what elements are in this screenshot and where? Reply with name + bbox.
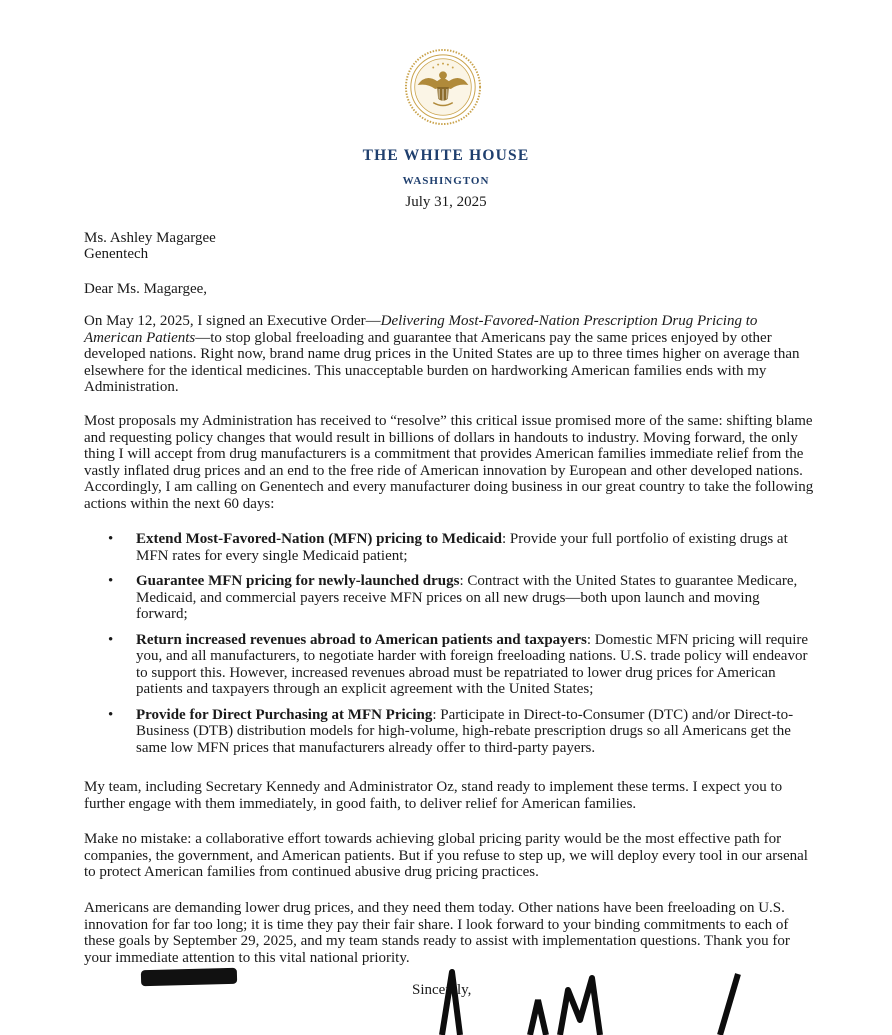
paragraph-team: My team, including Secretary Kennedy and Administrator Oz, stand ready to implement these terms. I expect you to further engage with them immediately, in good faith, to deliver relief for American families. xyxy=(84,779,783,812)
list-item xyxy=(84,707,814,757)
letterhead-title: THE WHITE HOUSE xyxy=(362,147,530,164)
paragraph-closing-request: Americans are demanding lower drug prices, and they need them today. Other nations have been freeloading on U.S. innovation for far too long; it is time they pay their fair share. I look forward to your binding commitments to each of these goals by September 29, 2025, and my team stands ready to assist with implementation questions. Thank you for your immediate attention to this vital national priority. xyxy=(84,900,790,966)
paragraph-1-lead: On May 12, 2025, I signed an Executive Order— xyxy=(84,313,381,329)
bullet-text: : Domestic MFN pricing will require you, and all manufacturers, to negotiate harder with foreign freeloading nations. U.S. trade policy will endeavor to support this. However, increased revenues abroad must be repatriated to lower drug prices for American patients and taxpayers through an explicit agreement with the United States; xyxy=(136,631,809,697)
bullet-icon: • xyxy=(108,573,114,589)
recipient-company: Genentech xyxy=(84,246,149,262)
presidential-seal-icon xyxy=(404,48,482,126)
letter-date: July 31, 2025 xyxy=(405,194,487,210)
bullet-icon: • xyxy=(108,706,114,723)
list-item xyxy=(84,573,814,623)
redaction-mark xyxy=(141,968,237,987)
paragraph-warning: Make no mistake: a collaborative effort towards achieving global pricing parity would be the most effective path for companies, the government, and American patients. But if you refuse to step up, we will deploy every tool in our arsenal to protect American families from continued abusive drug pricing practices. xyxy=(84,831,808,880)
list-item xyxy=(84,632,814,698)
bullet-text: : Contract with the United States to guarantee Medicare, Medicaid, and commercial payers receive MFN prices on all new drugs—both upon launch and moving forward; xyxy=(136,573,798,622)
letterhead-city: WASHINGTON xyxy=(402,175,490,187)
signature-image xyxy=(420,960,780,1035)
executive-order-title: Delivering Most-Favored-Nation Prescription Drug Pricing to American Patients xyxy=(84,313,758,346)
closing-text: Sincerely, xyxy=(412,982,472,998)
bullet-text: : Participate in Direct-to-Consumer (DTC) and/or Direct-to-Business (DTB) distribution models for high-volume, high-rebate prescription drugs so all Americans get the same low MFN prices that manufacturers already offer to third-party payers. xyxy=(136,706,794,756)
bullet-title: Extend Most-Favored-Nation (MFN) pricing to Medicaid xyxy=(136,531,502,547)
paragraph-executive-order xyxy=(84,313,814,396)
bullet-text: : Provide your full portfolio of existing drugs at MFN rates for every single Medicaid patient; xyxy=(136,531,788,564)
bullet-title: Provide for Direct Purchasing at MFN Pricing xyxy=(136,706,433,723)
salutation: Dear Ms. Magargee, xyxy=(84,281,208,297)
recipient-address xyxy=(84,230,216,262)
paragraph-proposals: Most proposals my Administration has received to “resolve” this critical issue promised more of the same: shifting blame and requesting policy changes that would result in billions of dollars in handouts to industry. Moving forward, the only thing I will accept from drug manufacturers is a commitment that provides American families immediate relief from the vastly inflated drug prices and an end to the free ride of American innovation by European and other developed nations. Accordingly, I am calling on Genentech and every manufacturer doing business in our great country to take the following actions within the next 60 days: xyxy=(84,413,814,512)
bullet-title: Guarantee MFN pricing for newly-launched drugs xyxy=(136,573,460,589)
bullet-title: Return increased revenues abroad to American patients and taxpayers xyxy=(136,631,587,648)
recipient-name: Ms. Ashley Magargee xyxy=(84,230,216,246)
bullet-icon: • xyxy=(108,631,114,648)
action-list xyxy=(84,531,814,765)
list-item xyxy=(84,531,814,564)
bullet-icon: • xyxy=(108,531,114,547)
paragraph-1-rest: —to stop global freeloading and guarantee that Americans pay the same prices enjoyed by other developed nations. Right now, brand name drug prices in the United States are up to three times higher on average than elsewhere for the identical medicines. This unacceptable burden on hardworking American families ends with my Administration. xyxy=(84,329,800,395)
